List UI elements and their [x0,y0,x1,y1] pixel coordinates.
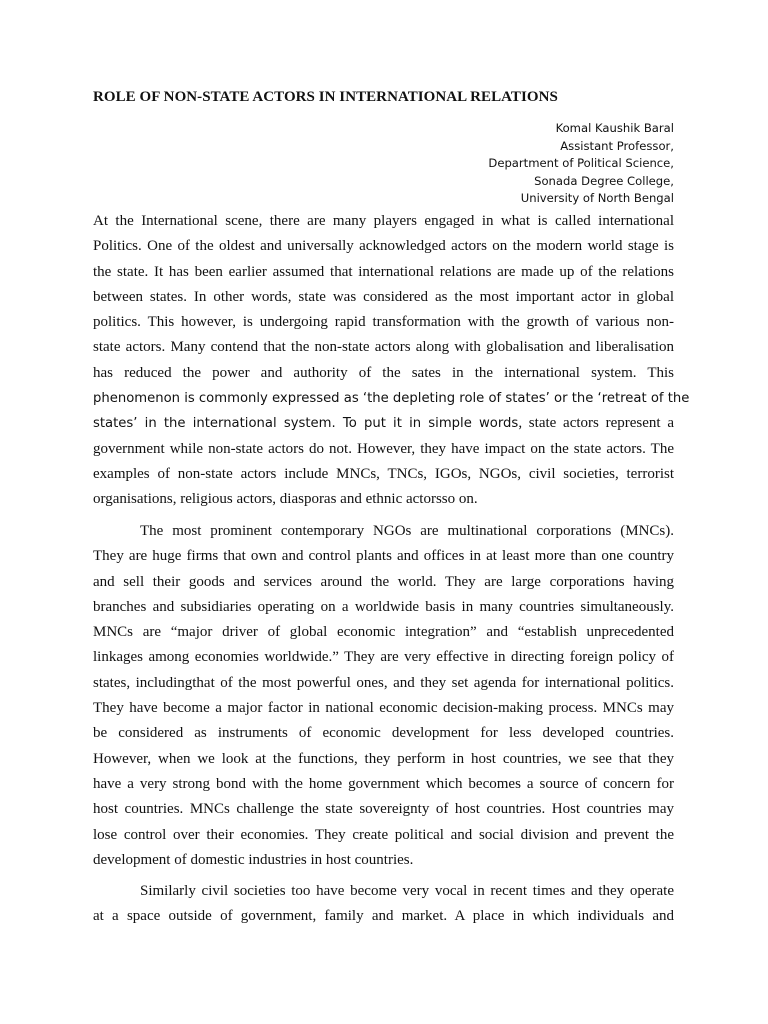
author-name: Komal Kaushik Baral [555,121,674,135]
paragraph-3 [93,879,674,930]
paragraph-line: development of domestic industries in host countries. [93,851,414,868]
paragraph-line: at a space outside of government, family and market. A place in which individuals and [93,908,674,925]
paragraph-line: phenomenon is commonly expressed as ‘the depleting role of states’ or the ‘retreat of the [93,391,690,407]
author-university: University of North Bengal [520,191,674,206]
paragraph-line: At the International scene, there are many players engaged in what is called international [93,213,674,229]
paragraph-line-segment: , state actors represent a [518,415,674,432]
author-position: Assistant Professor, [560,138,674,153]
paragraph-line: The most prominent contemporary NGOs are multinational corporations (MNCs). [140,523,674,539]
paragraph-line: MNCs are “major driver of global economic integration” and “establish unprecedented [93,624,674,641]
paragraph-line: state actors. Many contend that the non-state actors along with globalisation and liberalisation [93,339,674,356]
paragraph-line: politics. This however, is undergoing rapid transformation with the growth of various non- [93,314,674,331]
paragraph-line: Similarly civil societies too have become very vocal in recent times and they operate [140,883,674,899]
paragraph-2 [93,519,674,873]
document-title: ROLE OF NON-STATE ACTORS IN INTERNATIONAL RELATIONS [93,89,558,105]
paragraph-line: They are huge firms that own and control plants and offices in at least more than one country [93,548,674,565]
paragraph-line-segment: states’ in the international system. To put it in simple words [93,416,519,432]
paragraph-line: the state. It has been earlier assumed that international relations are made up of the relations [93,263,674,280]
paragraph-line: examples of non-state actors include MNCs, TNCs, IGOs, NGOs, civil societies, terrorist [93,465,674,482]
paragraph-line: be considered as instruments of economic development for less developed countries. [93,725,674,742]
paragraph-line: They have become a major factor in national economic decision-making process. MNCs may [93,700,674,717]
author-college: Sonada Degree College, [534,173,674,188]
paragraph-line: Politics. One of the oldest and universally acknowledged actors on the modern world stage is [93,238,674,255]
paragraph-line: has reduced the power and authority of the sates in the international system. This [93,364,674,381]
paragraph-1 [93,209,690,513]
author-affiliation-block [488,120,674,208]
paragraph-line: organisations, religious actors, diasporas and ethnic actorsso on. [93,491,478,508]
paragraph-line: branches and subsidiaries operating on a worldwide basis in many countries simultaneously. [93,598,674,615]
paragraph-line: government while non-state actors do not. However, they have impact on the state actors. The [93,440,674,457]
paragraph-line: However, when we look at the functions, they perform in host countries, we see that they [93,750,674,767]
paragraph-line-mixed [93,411,674,436]
paragraph-line: linkages among economies worldwide.” They are very effective in directing foreign policy of [93,649,674,666]
paragraph-line: lose control over their economies. They create political and social division and prevent the [93,826,674,843]
paragraph-line: states, includingthat of the most powerful ones, and they set agenda for international politics. [93,674,674,691]
paragraph-line: have a very strong bond with the home government which becomes a source of concern for [93,775,674,792]
paragraph-line: and sell their goods and services around the world. They are large corporations having [93,573,674,590]
paragraph-line: between states. In other words, state was considered as the most important actor in global [93,288,674,305]
paragraph-line: host countries. MNCs challenge the state sovereignty of host countries. Host countries may [93,801,674,818]
author-department: Department of Political Science, [488,156,674,171]
